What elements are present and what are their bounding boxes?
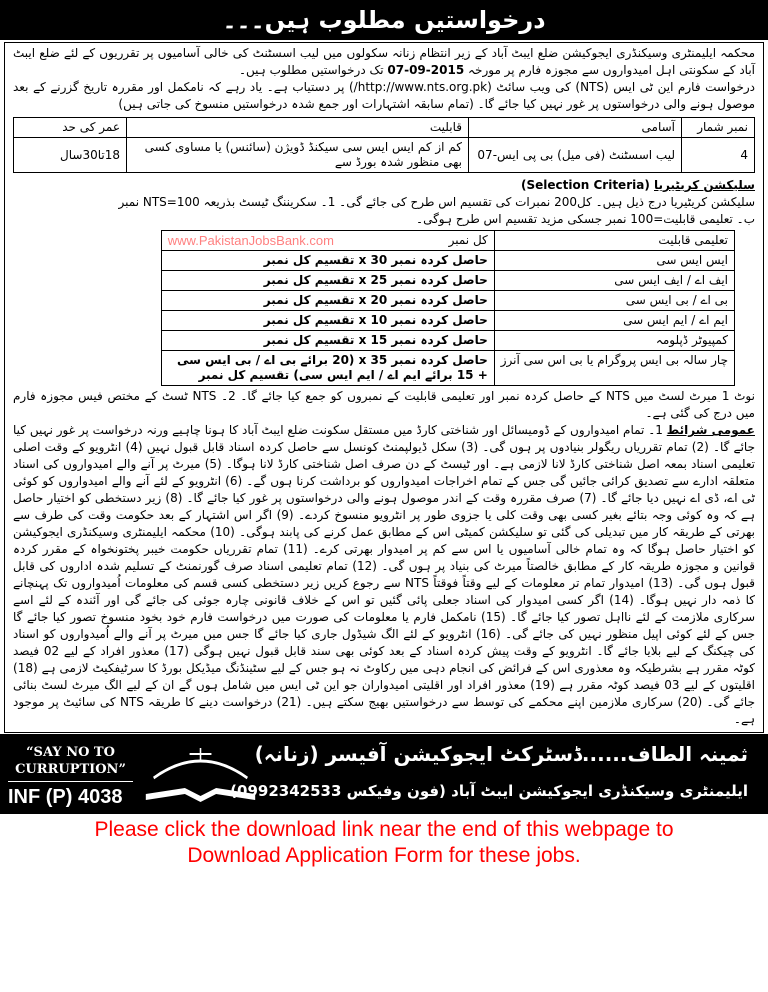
notice-line: Download Application Form for these jobs. [187,844,581,867]
intro-text-end: تک درخواستیں مطلوب ہیں۔ [238,63,384,77]
col-serial: نمبر شمار [682,118,755,138]
selection-line: سلیکشن کریٹیریا درج ذیل ہیں۔ کل200 نمبرات کی تقسیم اس طرح کی جائے گی۔ 1۔ سکریننگ ٹیسٹ بذریعہ NTS=100 نمبر [118,195,755,209]
note: نوٹ 1 میرٹ لسٹ میں NTS کے حاصل کردہ نمبر اور تعلیمی قابلیت کے نمبروں کو جمع کیا جائے گا۔ 2۔ NTS ٹسٹ کے مختص فیس مجوزہ فارم میں درج کی گئی ہے۔ [13,389,755,420]
cell-marks: حاصل کردہ نمبر x 25 تقسیم کل نمبر [161,271,494,291]
cell-serial: 4 [682,138,755,173]
office-address: ایلیمنٹری وسیکنڈری ایجوکیشن ایبٹ آباد (فون وفیکس 0992342533) [230,782,748,800]
col-marks-label: کل نمبر [448,233,488,247]
cell-age: 18تا30سال [14,138,127,173]
intro-text: محکمہ ایلیمنٹری وسیکنڈری ایجوکیشن ضلع ایبٹ آباد کے زیر انتظام زنانہ سکولوں میں لیب اسسٹنٹ کی خالی آسامیوں پر تقرریوں کے لئے ضلع ایبٹ آباد کے سکونتی اہل امیدواروں سے مجوزہ فارم پر مورخہ [13,46,755,77]
col-education: تعلیمی قابلیت [494,231,734,251]
watermark: www.PakistanJobsBank.com [167,233,334,248]
cell-education: ایف اے / ایف ایس سی [494,271,734,291]
cell-education: ایم اے / ایم ایس سی [494,311,734,331]
intro-paragraph [13,45,755,79]
selection-line: ب۔ تعلیمی قابلیت=100 نمبر جسکی مزید تقسیم اس طرح ہوگی۔ [416,212,755,226]
cell-qualification: کم از کم ایس ایس سی سیکنڈ ڈویژن (سائنس) یا مساوی کسی بھی منظور شدہ بورڈ سے [127,138,469,173]
inf-number: INF (P) 4038 [8,786,123,808]
col-age: عمر کی حد [14,118,127,138]
page-title: درخواستیں مطلوب ہیں۔۔۔ [0,0,768,40]
cell-post: لیب اسسٹنٹ (فی میل) بی پی ایس-07 [469,138,682,173]
general-conditions-text: 1۔ تمام امیدواروں کے ڈومیسائل اور شناختی کارڈ میں مستقل سکونت ضلع ایبٹ آباد کا ہونا چاہیے ورنہ درخواست پر غور نہیں کیا جائے گا۔ (2) تمام تقرریاں ریگولر بنیادوں پر ہوں گی۔ (3) سکل ڈیولپمنٹ کونسل سے حاصل کردہ اسناد قابل قبول نہیں (4) انٹرویو کے وقت اصلی تعلیمی اسناد بمعہ اصل شناختی کارڈ لانا لازمی ہے۔ اور ٹیسٹ کے دن صرف اصل شناختی کارڈ لانا ہوگا۔ (5) میرٹ پر آنے والے امیدواروں کی اسناد متعلقہ ادارے سے تصدیق کرائی جائیں گی جس کے تمام اخراجات امیدواروں کو برداشت کرنا ہوں گے۔ (6) انٹرویو کے لئے آنے والے امیدواروں کو کوئی ٹی اے، ڈی اے نہیں دیا جائے گا۔ (7) صرف مقررہ وقت کے اندر موصول ہونے والی درخواستوں پر غور کیا جائے گا۔ (8) زیر دستخطی کو اختیار حاصل ہے کہ وہ کوئی وجہ بتائے بغیر کسی بھی وقت کلی یا جزوی طور پر انٹرویو منسوخ کردے۔ (9) اگر اس اشتہار کے بعد حکومت وقت کی طرف سے بھرتی کے طریقہ کار میں تبدیلی کی گئی تو سلیکشن کمیٹی اس کے مطابق عمل کرنے کی پابند ہوگی۔ (10) محکمہ ایلیمنٹری وسیکنڈری ایجوکیشن کو اختیار حاصل ہوگا کہ وہ تمام خالی آسامیوں یا اس سے کم پر امیدوار بھرتی کرے۔ (11) تمام تقرریاں حکومت خیبر پختونخواہ کے مقرر کردہ قوانین و مجوزہ طریقہ کار کے مطابق خالصتاً میرٹ کی بنیاد پر ہوں گی۔ (12) تمام تعلیمی اسناد صرف گورنمنٹ کے تسلیم شدہ اداروں کی قابل قبول ہوں گی۔ (13) امیدوار تمام تر معلومات کے لیے وقتاً فوقتاً NTS سے رجوع کریں زیر دستخطی کسی قسم کی معلومات اُمیدواروں تک پہنچانے کا ذمہ دار نہیں ہوگا۔ (14) اگر کسی امیدوار کی اسناد جعلی پائی گئیں تو اس کے خلاف قانونی چارہ جوئی کی جائے گی اور آئندہ کے لئے اسے سرکاری ملازمت کے لئے نااہل تصور کیا جائے گا۔ (15) نامکمل فارم یا معلومات کی صورت میں درخواست فارم خود بخود منسوخ تصور کیا جائے گا جس کے لئے کوئی اپیل منظور نہیں کی جائے گی۔ (16) انٹرویو کے لئے الگ شیڈول جاری کیا جائے گا جس میں میرٹ پر آنے والے اُمیدواروں کو اسناد کی چیکنگ کے لیے بلایا جائے گا۔ انٹرویو کے وقت پیش کردہ اسناد کے بعد کوئی بھی سند قابل قبول نہیں ہوگی (17) معذور افراد کے لیے 02 فیصد کوٹہ مقرر ہے بشرطیکہ وہ معذوری اس کے فرائض کی انجام دہی میں رکاوٹ نہ ہو جس کے لیے سٹینڈنگ میڈیکل بورڈ کا سرٹیفکیٹ لازمی ہے (18) اقلیتوں کے لیے 03 فیصد کوٹہ مقرر ہے (19) معذور افراد اور اقلیتی امیدواران جو این ٹی ایس میں شامل ہوں گے ان کے لیے الگ میرٹ لسٹ بنائی جائے گی۔ (20) سرکاری ملازمین اپنے محکمے کی توسط سے درخواستیں بھیج سکتے ہیں۔ (21) درخواست دینے کا طریقہ NTS کی سائیٹ پر موجود ہے۔ [13,423,756,726]
cell-marks: حاصل کردہ نمبر x 10 تقسیم کل نمبر [161,311,494,331]
marks-table [161,230,735,386]
post-table [13,117,755,173]
advertisement-body [4,42,764,733]
col-marks [161,231,494,251]
cell-education: چار سالہ بی ایس پروگرام یا بی اس سی آنرز [494,351,734,386]
selection-title-english: (Selection Criteria) [521,178,650,192]
cell-education: ایس ایس سی [494,251,734,271]
table-row [161,271,734,291]
col-qualification: قابلیت [127,118,469,138]
notice-line: Please click the download link near the end of this webpage to [94,818,674,841]
download-notice [0,814,768,869]
table-row [161,311,734,331]
cell-marks: حاصل کردہ نمبر x 30 تقسیم کل نمبر [161,251,494,271]
slogan: “SAY NO TO CURRUPTION” [8,744,133,782]
selection-criteria-heading [13,177,755,194]
cell-marks: حاصل کردہ نمبر x 20 تقسیم کل نمبر [161,291,494,311]
table-row [161,351,734,386]
cell-marks: حاصل کردہ نمبر x 15 تقسیم کل نمبر [161,331,494,351]
table-row [161,251,734,271]
officer-name: ثمینہ الطاف......ڈسٹرکٹ ایجوکیشن آفیسر (زنانہ) [254,742,748,766]
col-post: آسامی [469,118,682,138]
cell-education: کمپیوٹر ڈپلومہ [494,331,734,351]
deadline-date: 07-09-2015 [387,63,465,77]
table-row [161,291,734,311]
general-conditions-title: عمومی شرائط [666,423,755,437]
table-row [14,138,755,173]
table-row [161,331,734,351]
cell-education: بی اے / بی ایس سی [494,291,734,311]
footer-banner [0,734,768,814]
intro-website-paragraph: درخواست فارم این ٹی ایس (NTS) کی ویب سائٹ (http://www.nts.org.pk/) پر دستیاب ہے۔ یاد رہے کہ نامکمل اور مقررہ تاریخ گزرنے کے بعد موصول ہونے والی درخواستوں پر غور نہیں کیا جائے گا۔ (تمام سابقہ اشتہارات اور جمع شدہ درخواستیں منسوخ کی جاتی ہیں) [13,80,756,111]
cell-marks: حاصل کردہ نمبر x 35 (20 برائے بی اے / بی ایس سی + 15 برائے ایم اے / ایم ایس سی) تقسیم کل نمبر [161,351,494,386]
general-conditions [13,422,755,728]
selection-title-urdu: سلیکشن کریٹیریا [654,178,755,192]
